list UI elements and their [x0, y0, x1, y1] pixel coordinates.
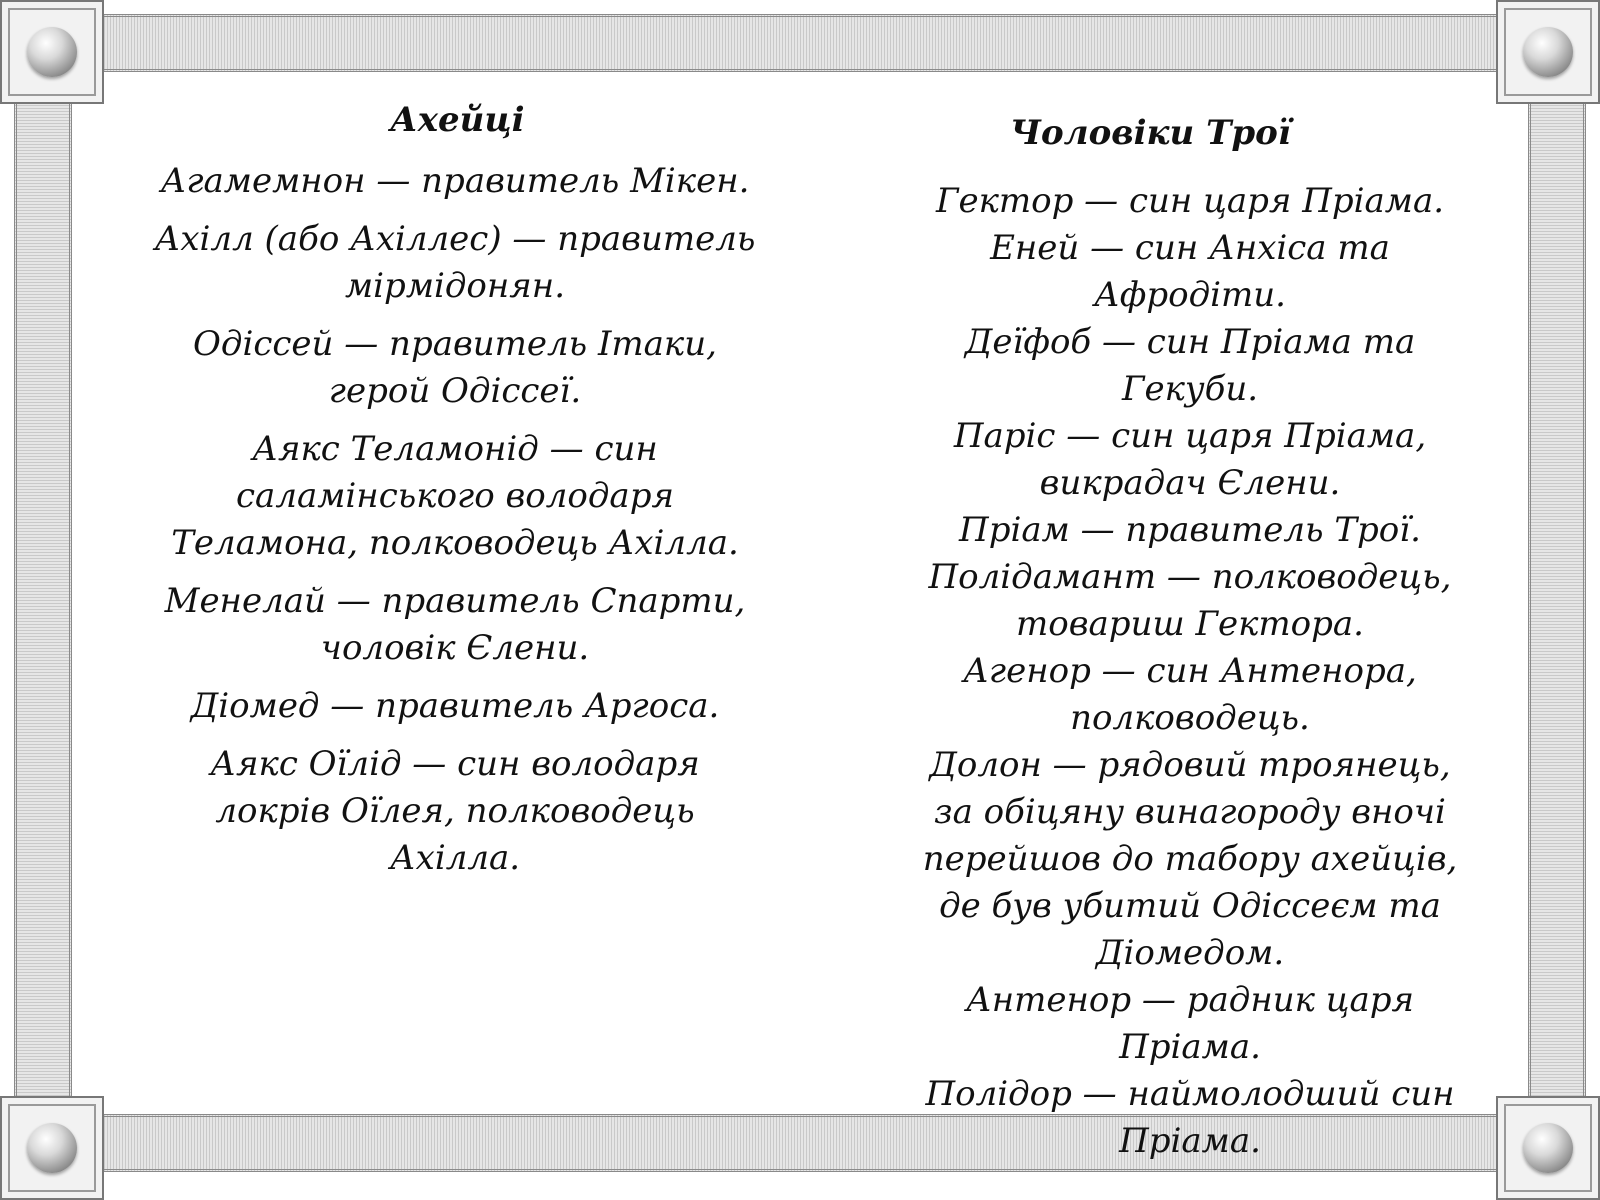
list-item: Аякс Оїлід — син володаря локрів Оїлея, полководець Ахілла.: [210, 744, 700, 878]
list-item: Пріам — правитель Трої.: [959, 510, 1421, 550]
list-item: Еней — син Анхіса та Афродіти.: [990, 228, 1390, 315]
achaeans-heading: Ахейці: [390, 100, 525, 140]
trojans-list: [905, 178, 1475, 1165]
list-item: Діомед — правитель Аргоса.: [190, 686, 720, 726]
frame-top-bar: [104, 14, 1496, 72]
list-item: Деїфоб — син Пріама та Гекуби.: [964, 322, 1416, 409]
list-item: Агамемнон — правитель Мікен.: [160, 161, 750, 201]
corner-bottom-left: [0, 1096, 104, 1200]
list-item: Одіссей — правитель Ітаки, герой Одіссеї.: [193, 324, 717, 411]
list-item: Полідамант — полководець, товариш Гектора.: [928, 557, 1452, 644]
corner-bottom-right: [1496, 1096, 1600, 1200]
frame-right-bar: [1528, 104, 1586, 1114]
corner-top-left: [0, 0, 104, 104]
knob-icon: [1523, 27, 1573, 77]
list-item: Менелай — правитель Спарти, чоловік Єлени.: [164, 581, 746, 668]
list-item: Антенор — радник царя Пріама.: [965, 980, 1414, 1067]
knob-icon: [27, 27, 77, 77]
trojans-heading: Чоловіки Трої: [1010, 113, 1291, 153]
list-item: Аякс Теламонід — син саламінського володаря Теламона, полководець Ахілла.: [171, 429, 739, 563]
achaeans-list: [150, 158, 760, 893]
knob-icon: [1523, 1123, 1573, 1173]
list-item: Ахілл (або Ахіллес) — правитель мірмідонян.: [154, 219, 756, 306]
list-item: Гектор — син царя Пріама.: [935, 181, 1445, 221]
knob-icon: [27, 1123, 77, 1173]
frame-left-bar: [14, 104, 72, 1114]
list-item: Полідор — наймолодший син Пріама.: [925, 1074, 1455, 1161]
list-item: Долон — рядовий троянець, за обіцяну винагороду вночі перейшов до табору ахейців, де був убитий Одіссеєм та Діомедом.: [922, 745, 1458, 973]
list-item: Паріс — син царя Пріама, викрадач Єлени.: [953, 416, 1427, 503]
corner-top-right: [1496, 0, 1600, 104]
list-item: Агенор — син Антенора, полководець.: [963, 651, 1417, 738]
